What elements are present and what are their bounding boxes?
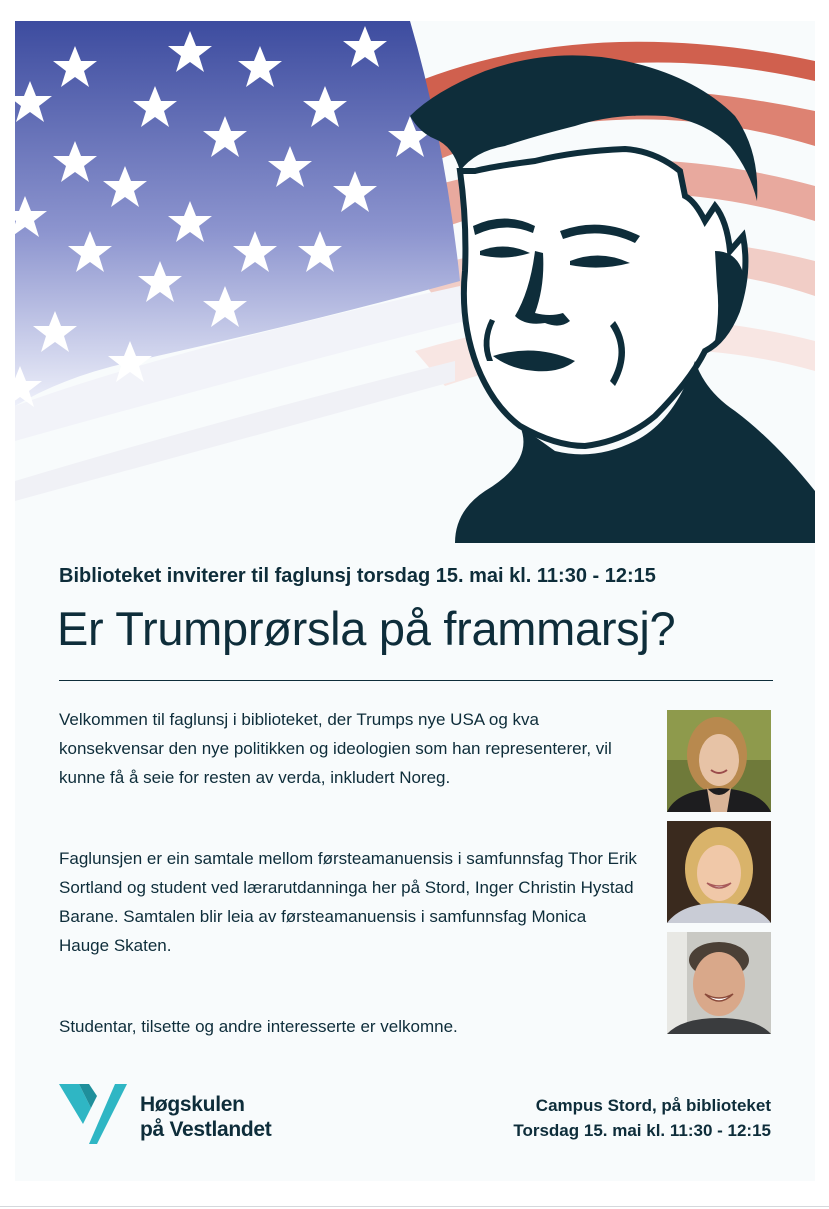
speaker-photo-1 <box>667 710 771 812</box>
hvl-logo-icon <box>59 1084 129 1149</box>
logo-line-2: på Vestlandet <box>140 1118 272 1141</box>
welcome-paragraph: Studentar, tilsette og andre interesserte er velkomne. <box>59 1017 458 1036</box>
intro-paragraph: Velkommen til faglunsj i biblioteket, der Trumps nye USA og kva konsekvensar den nye politikken og ideologien som han representerer, vil kunne få å seie for resten av verda, inkludert Noreg. <box>59 710 612 787</box>
title-divider <box>59 680 773 681</box>
poster <box>15 21 815 1181</box>
portrait-icon <box>667 710 771 812</box>
event-title: Er Trumprørsla på frammarsj? <box>57 602 676 655</box>
venue-location: Campus Stord, på biblioteket <box>535 1096 771 1115</box>
portrait-icon <box>667 821 771 923</box>
speaker-photo-2 <box>667 821 771 923</box>
hero-illustration <box>15 21 815 543</box>
institution-name <box>140 1092 271 1142</box>
flag-portrait-icon <box>15 21 815 543</box>
logo-line-1: Høgskulen <box>140 1093 245 1116</box>
event-subtitle: Biblioteket inviterer til faglunsj torsdag 15. mai kl. 11:30 - 12:15 <box>59 565 656 587</box>
venue-info <box>513 1093 771 1143</box>
speaker-photo-3 <box>667 932 771 1034</box>
page-bottom-divider <box>0 1206 829 1207</box>
venue-time: Torsdag 15. mai kl. 11:30 - 12:15 <box>513 1121 771 1140</box>
speakers-paragraph: Faglunsjen er ein samtale mellom førsteamanuensis i samfunnsfag Thor Erik Sortland og student ved lærarutdanninga her på Stord, Inger Christin Hystad Barane. Samtalen blir leia av førsteamanuensis i samfunnsfag Monica Hauge Skaten. <box>59 849 637 955</box>
portrait-icon <box>667 932 771 1034</box>
